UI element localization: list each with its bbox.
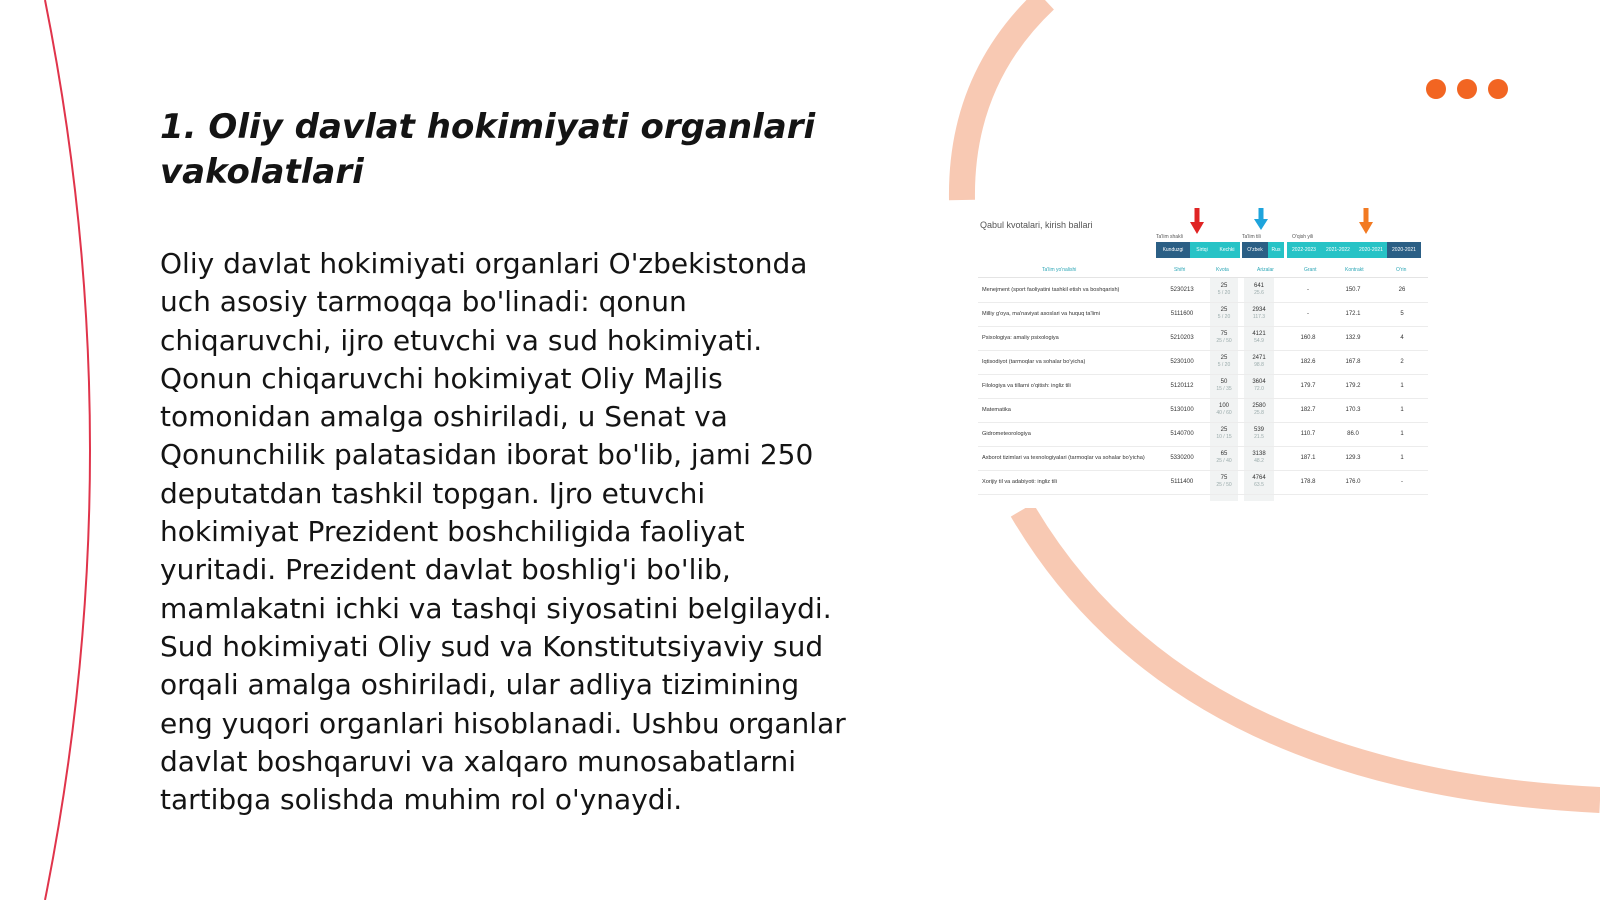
cell-value: 182.7 bbox=[1300, 406, 1316, 413]
row-cell-contract bbox=[1330, 470, 1376, 494]
row-cell-quota bbox=[1210, 398, 1238, 422]
cell-subvalue: 25 / 50 bbox=[1216, 338, 1232, 344]
cell-value: 25 bbox=[1220, 427, 1228, 433]
cell-subvalue: 40 / 60 bbox=[1216, 410, 1232, 416]
table-caption: Qabul kvotalari, kirish ballari bbox=[980, 220, 1093, 230]
dot-icon bbox=[1426, 79, 1446, 99]
group-label: Ta'lim tili bbox=[1242, 234, 1261, 240]
row-cell-code bbox=[1158, 422, 1206, 446]
row-cell-rank bbox=[1382, 350, 1422, 374]
tab-kechki[interactable]: Kechki bbox=[1214, 242, 1240, 258]
column-header[interactable]: Kontrakt bbox=[1345, 267, 1364, 273]
cell-subvalue: 25.8 bbox=[1254, 410, 1264, 416]
cell-value: 167.8 bbox=[1345, 358, 1361, 365]
cell-subvalue: 25 / 50 bbox=[1216, 482, 1232, 488]
cell-value: 641 bbox=[1253, 283, 1264, 289]
cell-subvalue: 63.5 bbox=[1254, 482, 1264, 488]
cell-value: 5130100 bbox=[1170, 406, 1194, 413]
cell-value: 5330200 bbox=[1170, 454, 1194, 461]
row-cell-rank bbox=[1382, 326, 1422, 350]
table-row[interactable] bbox=[978, 470, 1428, 495]
row-cell-contract bbox=[1330, 398, 1376, 422]
row-cell-contract bbox=[1330, 302, 1376, 326]
cell-subvalue: 48.2 bbox=[1254, 458, 1264, 464]
table-row[interactable] bbox=[978, 374, 1428, 399]
cell-value: 2580 bbox=[1252, 403, 1266, 409]
row-cell-apps bbox=[1244, 350, 1274, 374]
cell-value: 4764 bbox=[1252, 475, 1266, 481]
column-headers bbox=[978, 267, 1428, 278]
cell-value: 160.8 bbox=[1300, 334, 1316, 341]
cell-value: 176.0 bbox=[1345, 478, 1361, 485]
cell-value: 172.1 bbox=[1345, 310, 1361, 317]
cell-value: 5111400 bbox=[1170, 478, 1194, 485]
cell-value: 3138 bbox=[1252, 451, 1266, 457]
row-program-name: Gidrometeorologiya bbox=[982, 430, 1031, 437]
decorative-dots bbox=[1426, 79, 1508, 99]
row-cell-quota bbox=[1210, 446, 1238, 470]
cell-subvalue: 5 / 20 bbox=[1217, 362, 1231, 368]
dot-icon bbox=[1457, 79, 1477, 99]
column-header[interactable]: Grant bbox=[1304, 267, 1317, 273]
tab-sirtqi[interactable]: Sirtqi bbox=[1190, 242, 1214, 258]
row-cell-grant bbox=[1290, 422, 1326, 446]
cell-value: 1 bbox=[1400, 454, 1404, 461]
row-cell-rank bbox=[1382, 374, 1422, 398]
cell-value: 150.7 bbox=[1345, 286, 1361, 293]
blue-arrow-icon bbox=[1254, 208, 1268, 230]
cell-value: 5120112 bbox=[1170, 382, 1194, 389]
arc-bottom bbox=[1022, 510, 1600, 800]
cell-value: 179.2 bbox=[1345, 382, 1361, 389]
row-program-name: Iqtisodiyot (tarmoqlar va sohalar bo'yicha) bbox=[982, 358, 1086, 365]
cell-subvalue: 25 / 40 bbox=[1216, 458, 1232, 464]
row-cell-rank bbox=[1382, 422, 1422, 446]
slide-title: 1. Oliy davlat hokimiyati organlari vakolatlari bbox=[160, 107, 816, 192]
row-program-name: Axborot tizimlari va texnologiyalari (tarmoqlar va sohalar bo'yicha) bbox=[982, 454, 1145, 461]
row-cell-code bbox=[1158, 470, 1206, 494]
cell-value: - bbox=[1307, 286, 1309, 293]
left-curve-line bbox=[45, 0, 90, 900]
cell-value: 75 bbox=[1220, 331, 1228, 337]
row-cell-rank bbox=[1382, 398, 1422, 422]
cell-value: 50 bbox=[1220, 379, 1228, 385]
column-header[interactable]: Kvota bbox=[1216, 267, 1229, 273]
cell-value: 1 bbox=[1400, 430, 1404, 437]
cell-value: 182.6 bbox=[1300, 358, 1316, 365]
cell-value: 100 bbox=[1218, 403, 1229, 409]
cell-value: 2471 bbox=[1252, 355, 1266, 361]
row-cell-quota bbox=[1210, 470, 1238, 494]
row-cell-grant bbox=[1290, 446, 1326, 470]
cell-subvalue: 15 / 35 bbox=[1216, 386, 1232, 392]
cell-value: 1 bbox=[1400, 382, 1404, 389]
row-cell-quota bbox=[1210, 422, 1238, 446]
cell-value: 25 bbox=[1220, 307, 1228, 313]
cell-value: 179.7 bbox=[1300, 382, 1316, 389]
tab-year-4[interactable]: 2020-2021 bbox=[1387, 242, 1421, 258]
cell-subvalue: 21.5 bbox=[1254, 434, 1264, 440]
row-cell-apps bbox=[1244, 326, 1274, 350]
embedded-table-image bbox=[978, 208, 1438, 508]
row-cell-quota bbox=[1210, 302, 1238, 326]
row-cell-apps bbox=[1244, 446, 1274, 470]
table-row[interactable] bbox=[978, 398, 1428, 423]
cell-subvalue: 5 / 20 bbox=[1217, 314, 1231, 320]
table-row[interactable] bbox=[978, 278, 1428, 303]
table-row[interactable] bbox=[978, 422, 1428, 447]
row-cell-apps bbox=[1244, 374, 1274, 398]
cell-value: 5140700 bbox=[1170, 430, 1194, 437]
row-cell-quota bbox=[1210, 350, 1238, 374]
cell-value: 2934 bbox=[1252, 307, 1266, 313]
row-program-name: Psixologiya: amaliy psixologiya bbox=[982, 334, 1059, 341]
group-label: Ta'lim shakli bbox=[1156, 234, 1183, 240]
row-cell-quota bbox=[1210, 374, 1238, 398]
cell-value: 75 bbox=[1220, 475, 1228, 481]
cell-subvalue: 25.6 bbox=[1254, 290, 1264, 296]
row-cell-rank bbox=[1382, 278, 1422, 302]
tab-rus[interactable]: Rus bbox=[1268, 242, 1284, 258]
cell-value: 170.3 bbox=[1345, 406, 1361, 413]
row-cell-grant bbox=[1290, 374, 1326, 398]
row-cell-code bbox=[1158, 326, 1206, 350]
cell-value: 5111600 bbox=[1170, 310, 1194, 317]
cell-subvalue: 5 / 20 bbox=[1217, 290, 1231, 296]
row-cell-quota bbox=[1210, 278, 1238, 302]
cell-value: - bbox=[1401, 478, 1403, 485]
cell-value: 86.0 bbox=[1347, 430, 1359, 437]
column-header[interactable]: O'rin bbox=[1396, 267, 1407, 273]
row-cell-grant bbox=[1290, 326, 1326, 350]
row-program-name: Menejment (sport faoliyatini tashkil etish va boshqarish) bbox=[982, 286, 1120, 293]
cell-subvalue: 10 / 15 bbox=[1216, 434, 1232, 440]
row-cell-apps bbox=[1244, 302, 1274, 326]
row-cell-rank bbox=[1382, 446, 1422, 470]
tab-year-1[interactable]: 2022-2023 bbox=[1287, 242, 1321, 258]
cell-subvalue: 72.0 bbox=[1254, 386, 1264, 392]
cell-value: 2 bbox=[1400, 358, 1404, 365]
table-row[interactable] bbox=[978, 446, 1428, 471]
tab-year-2[interactable]: 2021-2022 bbox=[1321, 242, 1355, 258]
slide-body-text: Oliy davlat hokimiyati organlari O'zbekistonda uch asosiy tarmoqqa bo'linadi: qonun chiqaruvchi, ijro etuvchi va sud hokimiyati. Qonun chiqaruvchi hokimiyat Oliy Majlis tomonidan amalga oshiriladi, u Senat va Qonunchilik palatasidan iborat bo'lib, jami 250 deputatdan tashkil topgan. Ijro etuvchi hokimiyat Prezident boshchiligida faoliyat yuritadi. Prezident davlat boshlig'i bo'lib, mamlakatni ichki va tashqi siyosatini belgilaydi. Sud hokimiyati Oliy sud va Konstitutsiyaviy sud orqali amalga oshiriladi, ular adliya tizimining eng yuqori organlari hisoblanadi. Ushbu organlar davlat boshqaruvi va xalqaro munosabatlarni tartibga solishda muhim rol o'ynaydi. bbox=[160, 247, 846, 817]
cell-subvalue: 98.8 bbox=[1254, 362, 1264, 368]
cell-subvalue: 117.3 bbox=[1252, 314, 1266, 320]
row-cell-contract bbox=[1330, 278, 1376, 302]
row-cell-grant bbox=[1290, 398, 1326, 422]
row-cell-code bbox=[1158, 278, 1206, 302]
row-program-name: Xorijiy til va adabiyoti: ingliz tili bbox=[982, 478, 1057, 485]
orange-arrow-icon bbox=[1359, 208, 1373, 234]
cell-value: 178.8 bbox=[1300, 478, 1316, 485]
row-cell-code bbox=[1158, 350, 1206, 374]
row-cell-grant bbox=[1290, 350, 1326, 374]
cell-value: 25 bbox=[1220, 355, 1228, 361]
column-header[interactable]: Shifri bbox=[1174, 267, 1186, 273]
row-program-name: Matematika bbox=[982, 406, 1011, 413]
arc-top bbox=[962, 0, 1045, 200]
cell-value: 25 bbox=[1220, 283, 1228, 289]
cell-value: 187.1 bbox=[1300, 454, 1316, 461]
row-cell-apps bbox=[1244, 470, 1274, 494]
table-row[interactable] bbox=[978, 326, 1428, 351]
header-button-row bbox=[1156, 242, 1421, 258]
column-header[interactable]: Arizalar bbox=[1257, 267, 1274, 273]
dot-icon bbox=[1488, 79, 1508, 99]
row-cell-code bbox=[1158, 446, 1206, 470]
cell-value: 65 bbox=[1220, 451, 1228, 457]
cell-value: 3604 bbox=[1252, 379, 1266, 385]
cell-value: 110.7 bbox=[1300, 430, 1316, 437]
cell-value: 539 bbox=[1253, 427, 1264, 433]
red-arrow-icon bbox=[1190, 208, 1204, 234]
tab-kunduzgi[interactable]: Kunduzgi bbox=[1156, 242, 1190, 258]
row-cell-apps bbox=[1244, 422, 1274, 446]
cell-value: 129.3 bbox=[1345, 454, 1361, 461]
row-cell-contract bbox=[1330, 422, 1376, 446]
row-cell-contract bbox=[1330, 374, 1376, 398]
cell-value: 5230100 bbox=[1170, 358, 1194, 365]
table-row[interactable] bbox=[978, 302, 1428, 327]
row-cell-quota bbox=[1210, 326, 1238, 350]
row-cell-rank bbox=[1382, 302, 1422, 326]
cell-value: 5210203 bbox=[1170, 334, 1194, 341]
cell-value: 5 bbox=[1400, 310, 1404, 317]
cell-value: 26 bbox=[1398, 286, 1406, 293]
row-cell-apps bbox=[1244, 278, 1274, 302]
cell-value: 132.9 bbox=[1345, 334, 1361, 341]
cell-value: - bbox=[1307, 310, 1309, 317]
column-header[interactable]: Ta'lim yo'nalishi bbox=[1042, 267, 1077, 273]
group-label: O'qish yili bbox=[1292, 234, 1314, 240]
row-cell-code bbox=[1158, 374, 1206, 398]
row-cell-apps bbox=[1244, 398, 1274, 422]
row-program-name: Milliy g'oya, ma'naviyat asoslari va huquq ta'limi bbox=[982, 310, 1100, 317]
row-cell-contract bbox=[1330, 326, 1376, 350]
row-cell-grant bbox=[1290, 470, 1326, 494]
cell-subvalue: 54.9 bbox=[1254, 338, 1264, 344]
row-cell-contract bbox=[1330, 350, 1376, 374]
row-cell-code bbox=[1158, 398, 1206, 422]
cell-value: 1 bbox=[1400, 406, 1404, 413]
row-cell-grant bbox=[1290, 302, 1326, 326]
cell-value: 5230213 bbox=[1170, 286, 1194, 293]
cell-value: 4121 bbox=[1252, 331, 1266, 337]
row-cell-contract bbox=[1330, 446, 1376, 470]
row-cell-code bbox=[1158, 302, 1206, 326]
row-program-name: Filologiya va tillarni o'qitish: ingliz tili bbox=[982, 382, 1071, 389]
tab-uzbek[interactable]: O'zbek bbox=[1242, 242, 1268, 258]
row-cell-rank bbox=[1382, 470, 1422, 494]
tab-year-3[interactable]: 2020-2021 bbox=[1355, 242, 1387, 258]
row-cell-grant bbox=[1290, 278, 1326, 302]
table-row[interactable] bbox=[978, 350, 1428, 375]
cell-value: 4 bbox=[1400, 334, 1404, 341]
